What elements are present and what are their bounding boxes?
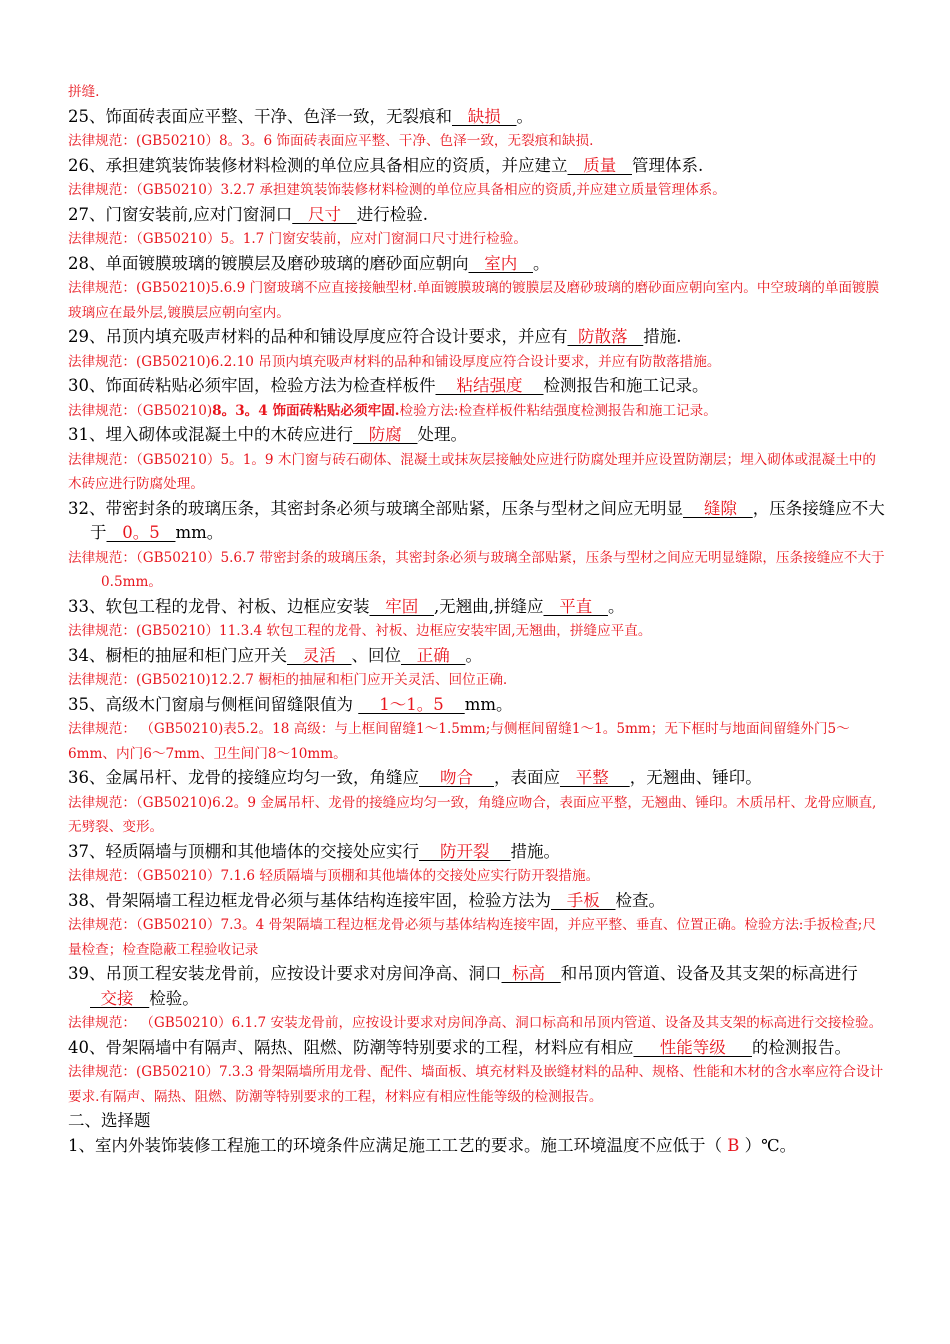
answer-blank: 防腐 xyxy=(353,425,418,444)
law-reference-31: 法律规范：（GB50210）5。1。9 木门窗与砖石砌体、混凝土或抹灰层接触处应进行防腐处理并应设置防潮层；埋入砌体或混凝土中的木砖应进行防腐处理。 xyxy=(68,451,877,492)
answer-blank: 粘结强度 xyxy=(435,376,544,395)
law-reference-30: 法律规范：（GB50210)8。3。4 饰面砖粘贴必须牢固.检验方法:检查样板件粘结强度检测报告和施工记录。 xyxy=(68,402,717,419)
answer-blank: 标高 xyxy=(501,964,561,983)
answer-blank: 缺损 xyxy=(452,106,517,126)
question-35: 35、高级木门窗扇与侧框间留缝限值为 1～1。5 mm。 xyxy=(68,694,513,714)
law-reference-29: 法律规范：(GB50210)6.2.10 吊顶内填充吸声材料的品种和铺设厚度应符合设计要求，并应有防散落措施。 xyxy=(68,353,721,370)
answer-blank: 交接 xyxy=(90,988,150,1008)
law-reference-38: 法律规范：（GB50210）7.3。4 骨架隔墙工程边框龙骨必须与基体结构连接牢固，并应平整、垂直、位置正确。检验方法:手扳检查;尺量检查；检查隐蔽工程验收记录 xyxy=(68,917,876,958)
law-reference-26: 法律规范：（GB50210）3.2.7 承担建筑装饰装修材料检测的单位应具备相应的资质,并应建立质量管理体系。 xyxy=(68,182,726,198)
answer-blank: 质量 xyxy=(567,155,632,175)
answer-blank: 1～1。5 xyxy=(358,694,465,714)
choice-answer: B xyxy=(727,1135,740,1155)
answer-blank: 室内 xyxy=(468,253,533,273)
answer-blank: 防散落 xyxy=(567,327,644,346)
law-reference-40: 法律规范：(GB50210）7.3.3 骨架隔墙所用龙骨、配件、墙面板、填充材料及嵌缝材料的品种、规格、性能和木材的含水率应符合设计要求.有隔声、隔热、阻燃、防潮等特别要求的工程，材料应有相应性能等级的检测报告。 xyxy=(68,1064,884,1105)
answer-blank: 灵活 xyxy=(287,645,352,665)
answer-blank: 正确 xyxy=(400,645,466,665)
law-reference-25: 法律规范：(GB50210）8。3。6 饰面砖表面应平整、干净、色泽一致，无裂痕和缺损. xyxy=(68,133,594,149)
answer-blank: 0。5 xyxy=(106,523,176,542)
question-31: 31、埋入砌体或混凝土中的木砖应进行 防腐 处理。 xyxy=(68,425,467,444)
question-29: 29、吊顶内填充吸声材料的品种和铺设厚度应符合设计要求，并应有 防散落 措施. xyxy=(68,327,682,346)
document-page xyxy=(68,80,886,1158)
question-32: 32、带密封条的玻璃压条，其密封条必须与玻璃全部贴紧，压条与型材之间应无明显 缝隙 ，压条接缝应不大于 0。5 mm。 xyxy=(68,498,885,542)
answer-blank: 平直 xyxy=(543,596,608,616)
section-heading-multiple-choice: 二、选择题 xyxy=(68,1111,151,1130)
question-38: 38、骨架隔墙工程边框龙骨必须与基体结构连接牢固，检验方法为 手板 检查。 xyxy=(68,890,665,910)
answer-blank: 尺寸 xyxy=(292,204,357,224)
law-reference-27: 法律规范：（GB50210）5。1.7 门窗安装前，应对门窗洞口尺寸进行检验。 xyxy=(68,231,527,247)
question-33: 33、软包工程的龙骨、衬板、边框应安装 牢固 ,无翘曲,拼缝应 平直 。 xyxy=(68,596,625,616)
law-reference-33: 法律规范：(GB50210）11.3.4 软包工程的龙骨、衬板、边框应安装牢固,无翘曲，拼缝应平直。 xyxy=(68,623,652,639)
law-reference-36: 法律规范：（GB50210)6.2。9 金属吊杆、龙骨的接缝应均匀一致，角缝应吻合，表面应平整，无翘曲、锤印。木质吊杆、龙骨应顺直,无劈裂、变形。 xyxy=(68,794,877,835)
answer-blank: 牢固 xyxy=(369,596,434,616)
question-34: 34、橱柜的抽屉和柜门应开关 灵活 、回位 正确 。 xyxy=(68,645,482,665)
answer-blank: 手板 xyxy=(551,890,616,910)
question-37: 37、轻质隔墙与顶棚和其他墙体的交接处应实行 防开裂 措施。 xyxy=(68,841,560,861)
law-reference-39: 法律规范： （GB50210）6.1.7 安装龙骨前，应按设计要求对房间净高、洞口标高和吊顶内管道、设备及其支架的标高进行交接检验。 xyxy=(68,1015,883,1031)
question-40: 40、骨架隔墙中有隔声、隔热、阻燃、防潮等特别要求的工程，材料应有相应 性能等级 的检测报告。 xyxy=(68,1037,851,1057)
question-39: 39、吊顶工程安装龙骨前，应按设计要求对房间净高、洞口 标高 和吊顶内管道、设备及其支架的标高进行 交接 检验。 xyxy=(68,964,858,1008)
previous-answer-fragment: 拼缝. xyxy=(68,84,100,100)
answer-blank: 防开裂 xyxy=(419,841,511,861)
question-26: 26、承担建筑装饰装修材料检测的单位应具备相应的资质，并应建立 质量 管理体系. xyxy=(68,155,704,175)
question-25: 25、饰面砖表面应平整、干净、色泽一致，无裂痕和 缺损 。 xyxy=(68,106,533,126)
law-reference-28: 法律规范：(GB50210)5.6.9 门窗玻璃不应直接接触型材.单面镀膜玻璃的镀膜层及磨砂玻璃的磨砂面应朝向室内。中空玻璃的单面镀膜玻璃应在最外层,镀膜层应朝向室内。 xyxy=(68,280,880,321)
question-28: 28、单面镀膜玻璃的镀膜层及磨砂玻璃的磨砂面应朝向 室内 。 xyxy=(68,253,550,273)
law-reference-37: 法律规范：（GB50210）7.1.6 轻质隔墙与顶棚和其他墙体的交接处应实行防开裂措施。 xyxy=(68,868,600,884)
answer-blank: 缝隙 xyxy=(683,498,753,518)
answer-blank: 性能等级 xyxy=(633,1037,752,1057)
law-reference-34: 法律规范：(GB50210)12.2.7 橱柜的抽屉和柜门应开关灵活、回位正确. xyxy=(68,672,508,688)
answer-blank: 平整 xyxy=(559,768,630,787)
question-27: 27、门窗安装前,应对门窗洞口 尺寸 进行检验. xyxy=(68,204,428,224)
question-30: 30、饰面砖粘贴必须牢固，检验方法为检查样板件 粘结强度 检测报告和施工记录。 xyxy=(68,376,709,395)
law-reference-35: 法律规范： （GB50210)表5.2。18 高级：与上框间留缝1～1.5mm;与侧框间留缝1～1。5mm；无下框时与地面间留缝外门5～6mm、内门6～7mm、卫生间门8～10mm。 xyxy=(68,721,850,762)
law-reference-32: 法律规范：（GB50210）5.6.7 带密封条的玻璃压条，其密封条必须与玻璃全部贴紧，压条与型材之间应无明显缝隙，压条接缝应不大于0.5mm。 xyxy=(68,549,885,590)
choice-question-1: 1、室内外装饰装修工程施工的环境条件应满足施工工艺的要求。施工环境温度不应低于（ B ）℃。 xyxy=(68,1135,797,1155)
answer-blank: 吻合 xyxy=(419,768,494,787)
question-36: 36、金属吊杆、龙骨的接缝应均匀一致，角缝应 吻合 ，表面应 平整 ，无翘曲、锤印。 xyxy=(68,768,762,787)
